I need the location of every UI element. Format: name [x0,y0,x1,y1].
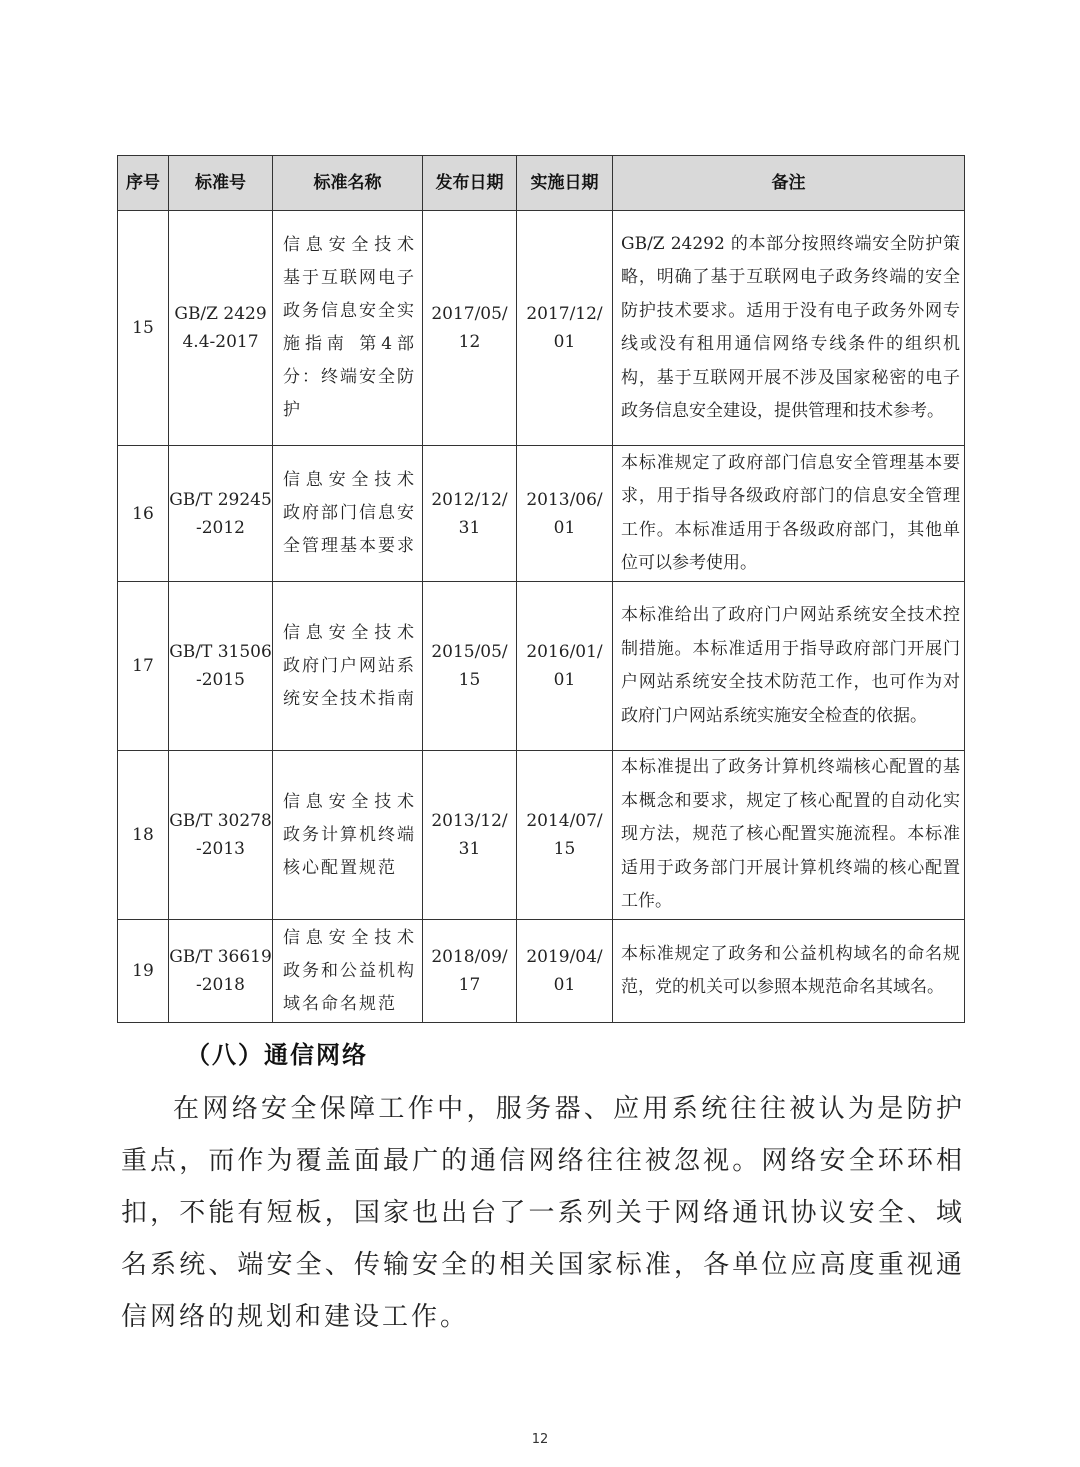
row-index: 16 [118,446,169,582]
header-standard-name: 标准名称 [273,156,423,211]
section-heading: （八）通信网络 [186,1041,368,1069]
row-standard-number: GB/T 31506-2015 [169,582,273,751]
row-standard-name: 信息安全技术 基于互联网电子政务信息安全实施指南 第4部分：终端安全防护 [273,211,423,446]
row-remarks: GB/Z 24292 的本部分按照终端安全防护策略，明确了基于互联网电子政务终端的安全防护技术要求。适用于没有电子政务外网专线或没有租用通信网络专线条件的组织机构，基于互联网开展不涉及国家秘密的电子政务信息安全建设，提供管理和技术参考。 [613,211,965,446]
table-row [118,582,965,751]
row-standard-number: GB/T 36619-2018 [169,920,273,1023]
header-effective-date: 实施日期 [517,156,613,211]
row-remarks: 本标准规定了政务和公益机构域名的命名规范，党的机关可以参照本规范命名其域名。 [613,920,965,1023]
row-standard-name: 信息安全技术 政务计算机终端核心配置规范 [273,751,423,920]
header-remarks: 备注 [613,156,965,211]
standards-table [117,155,965,1023]
row-standard-name: 信息安全技术 政府门户网站系统安全技术指南 [273,582,423,751]
header-standard-number: 标准号 [169,156,273,211]
row-effective-date: 2017/12/01 [517,211,613,446]
row-remarks: 本标准规定了政府部门信息安全管理基本要求，用于指导各级政府部门的信息安全管理工作。本标准适用于各级政府部门，其他单位可以参考使用。 [613,446,965,582]
row-effective-date: 2016/01/01 [517,582,613,751]
row-effective-date: 2014/07/15 [517,751,613,920]
table-header-row [118,156,965,211]
row-index: 17 [118,582,169,751]
page-number: 12 [531,1432,549,1447]
header-publish-date: 发布日期 [423,156,517,211]
row-standard-number: GB/T 30278-2013 [169,751,273,920]
row-standard-number: GB/T 29245-2012 [169,446,273,582]
table-row [118,446,965,582]
row-standard-number: GB/Z 24294.4-2017 [169,211,273,446]
table-row [118,751,965,920]
row-index: 15 [118,211,169,446]
row-index: 18 [118,751,169,920]
row-standard-name: 信息安全技术 政务和公益机构域名命名规范 [273,920,423,1023]
row-publish-date: 2013/12/31 [423,751,517,920]
table-row [118,920,965,1023]
row-publish-date: 2015/05/15 [423,582,517,751]
row-publish-date: 2017/05/12 [423,211,517,446]
section-paragraph: 在网络安全保障工作中，服务器、应用系统往往被认为是防护重点，而作为覆盖面最广的通信网络往往被忽视。网络安全环环相扣，不能有短板，国家也出台了一系列关于网络通讯协议安全、域名系统、端安全、传输安全的相关国家标准，各单位应高度重视通信网络的规划和建设工作。 [121,1094,965,1332]
row-remarks: 本标准提出了政务计算机终端核心配置的基本概念和要求，规定了核心配置的自动化实现方法，规范了核心配置实施流程。本标准适用于政务部门开展计算机终端的核心配置工作。 [613,751,965,920]
row-effective-date: 2013/06/01 [517,446,613,582]
table-row [118,211,965,446]
row-index: 19 [118,920,169,1023]
row-standard-name: 信息安全技术 政府部门信息安全管理基本要求 [273,446,423,582]
row-remarks: 本标准给出了政府门户网站系统安全技术控制措施。本标准适用于指导政府部门开展门户网站系统安全技术防范工作，也可作为对政府门户网站系统实施安全检查的依据。 [613,582,965,751]
row-publish-date: 2012/12/31 [423,446,517,582]
row-effective-date: 2019/04/01 [517,920,613,1023]
row-publish-date: 2018/09/17 [423,920,517,1023]
header-index: 序号 [118,156,169,211]
